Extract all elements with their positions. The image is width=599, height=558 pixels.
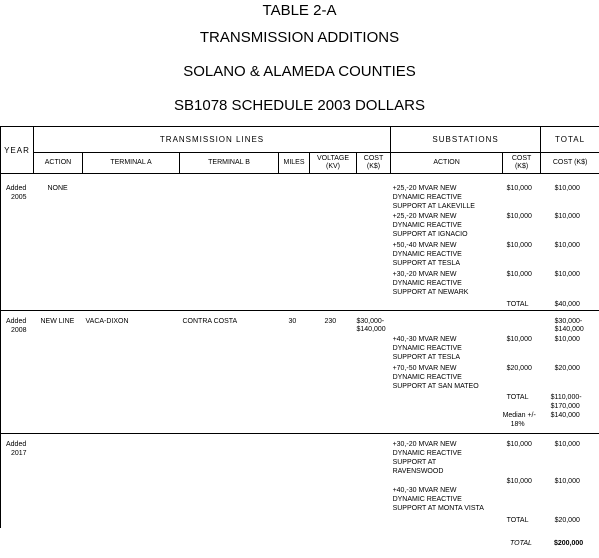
row-total: $20,000 xyxy=(554,365,580,372)
line-action: NONE xyxy=(47,185,68,192)
line-cost: $140,000 xyxy=(356,326,386,333)
substation-action-line: +40,-30 MVAR NEW xyxy=(392,336,457,343)
row-total: $10,000 xyxy=(554,213,580,220)
substation-action-line: SUPPORT AT xyxy=(392,459,437,466)
year-value: 2005 xyxy=(11,194,27,201)
grand-total-label: TOTAL xyxy=(510,540,532,547)
year-label: Added xyxy=(6,318,27,325)
substation-action-line: DYNAMIC REACTIVE xyxy=(392,496,462,503)
header-sub-cost xyxy=(503,153,541,174)
header-line-cost xyxy=(357,153,391,174)
year-value: 2008 xyxy=(11,327,27,334)
header-miles: MILES xyxy=(279,153,310,174)
section-2008 xyxy=(1,311,599,434)
section-total-value: $20,000 xyxy=(554,517,580,524)
substation-cost: $10,000 xyxy=(506,242,532,249)
year-value: 2017 xyxy=(11,450,27,457)
year-label: Added xyxy=(6,185,27,192)
substation-action-line: DYNAMIC REACTIVE xyxy=(392,222,462,229)
table-number: TABLE 2-A xyxy=(262,2,337,19)
substation-action-line: DYNAMIC REACTIVE xyxy=(392,345,462,352)
table-subtitle-counties: SOLANO & ALAMEDA COUNTIES xyxy=(183,63,416,80)
substation-action-line: SUPPORT AT TESLA xyxy=(392,354,460,361)
substation-action-line: SUPPORT AT TESLA xyxy=(392,260,460,267)
transmission-additions-table xyxy=(0,126,599,528)
header-sub-cost-line1: COST xyxy=(511,155,532,162)
row-total: $10,000 xyxy=(554,271,580,278)
row-total: $10,000 xyxy=(554,478,580,485)
terminal-a: VACA-DIXON xyxy=(85,318,129,325)
header-transmission-lines: TRANSMISSION LINES xyxy=(34,127,391,153)
substation-action-line: DYNAMIC REACTIVE xyxy=(392,450,462,457)
table-subtitle-schedule: SB1078 SCHEDULE 2003 DOLLARS xyxy=(174,97,425,114)
section-total-value: $40,000 xyxy=(554,301,580,308)
substation-cost: $10,000 xyxy=(506,213,532,220)
substation-cost: $10,000 xyxy=(506,441,532,448)
header-line-action: ACTION xyxy=(34,153,83,174)
substation-action-line: RAVENSWOOD xyxy=(392,468,444,475)
substation-action-line: SUPPORT AT SAN MATEO xyxy=(392,383,479,390)
substation-action-line: +25,-20 MVAR NEW xyxy=(392,185,457,192)
substation-action-line: SUPPORT AT IGNACIO xyxy=(392,231,468,238)
table-title: TRANSMISSION ADDITIONS xyxy=(199,29,400,46)
line-total: $140,000 xyxy=(554,326,584,333)
substation-cost: $10,000 xyxy=(506,271,532,278)
row-total: $10,000 xyxy=(554,336,580,343)
grand-total-value: $200,000 xyxy=(554,540,584,547)
header-total: TOTAL xyxy=(541,127,599,153)
header-voltage-line2: (KV) xyxy=(326,163,340,170)
header-voltage-line1: VOLTAGE xyxy=(316,155,350,162)
substation-action-line: +40,-30 MVAR NEW xyxy=(392,487,457,494)
line-action: NEW LINE xyxy=(40,318,75,325)
voltage: 230 xyxy=(324,318,337,325)
terminal-b: CONTRA COSTA xyxy=(182,318,238,325)
line-cost: $30,000- xyxy=(356,318,385,325)
header-terminal-b: TERMINAL B xyxy=(180,153,279,174)
substation-cost: $10,000 xyxy=(506,478,532,485)
substation-action-line: +50,-40 MVAR NEW xyxy=(392,242,457,249)
row-total: $10,000 xyxy=(554,441,580,448)
substation-action-line: DYNAMIC REACTIVE xyxy=(392,280,462,287)
section-total-label: TOTAL xyxy=(506,517,529,524)
section-total-value: $110,000- xyxy=(550,394,582,401)
section-2017 xyxy=(1,434,599,528)
header-terminal-a: TERMINAL A xyxy=(83,153,180,174)
header-voltage xyxy=(310,153,357,174)
header-line-cost-line1: COST xyxy=(363,155,384,162)
row-total: $10,000 xyxy=(554,242,580,249)
section-total-label: TOTAL xyxy=(506,301,529,308)
median-label: 18% xyxy=(510,421,525,428)
substation-action-line: SUPPORT AT LAKEVILLE xyxy=(392,203,475,210)
substation-cost: $10,000 xyxy=(506,336,532,343)
year-label: Added xyxy=(6,441,27,448)
substation-action-line: SUPPORT AT NEWARK xyxy=(392,289,469,296)
header-total-cost: COST (K$) xyxy=(541,153,599,174)
substation-action-line: +70,-50 MVAR NEW xyxy=(392,365,457,372)
substation-action-line: DYNAMIC REACTIVE xyxy=(392,194,462,201)
substation-cost: $20,000 xyxy=(506,365,532,372)
section-2005 xyxy=(1,174,599,311)
substation-cost: $10,000 xyxy=(506,185,532,192)
line-total: $30,000- xyxy=(554,318,583,325)
miles: 30 xyxy=(288,318,297,325)
row-total: $10,000 xyxy=(554,185,580,192)
substation-action-line: +25,-20 MVAR NEW xyxy=(392,213,457,220)
substation-action-line: DYNAMIC REACTIVE xyxy=(392,374,462,381)
header-year: YEAR xyxy=(1,127,34,174)
section-total-value: $170,000 xyxy=(550,403,580,410)
median-value: $140,000 xyxy=(550,412,580,419)
header-sub-action: ACTION xyxy=(391,153,503,174)
median-label: Median +/- xyxy=(502,412,536,419)
section-total-label: TOTAL xyxy=(506,394,529,401)
substation-action-line: DYNAMIC REACTIVE xyxy=(392,251,462,258)
substation-action-line: SUPPORT AT MONTA VISTA xyxy=(392,505,484,512)
header-substations: SUBSTATIONS xyxy=(391,127,541,153)
header-line-cost-line2: (K$) xyxy=(366,163,381,170)
substation-action-line: +30,-20 MVAR NEW xyxy=(392,271,457,278)
substation-action-line: +30,-20 MVAR NEW xyxy=(392,441,457,448)
header-sub-cost-line2: (K$) xyxy=(514,163,529,170)
